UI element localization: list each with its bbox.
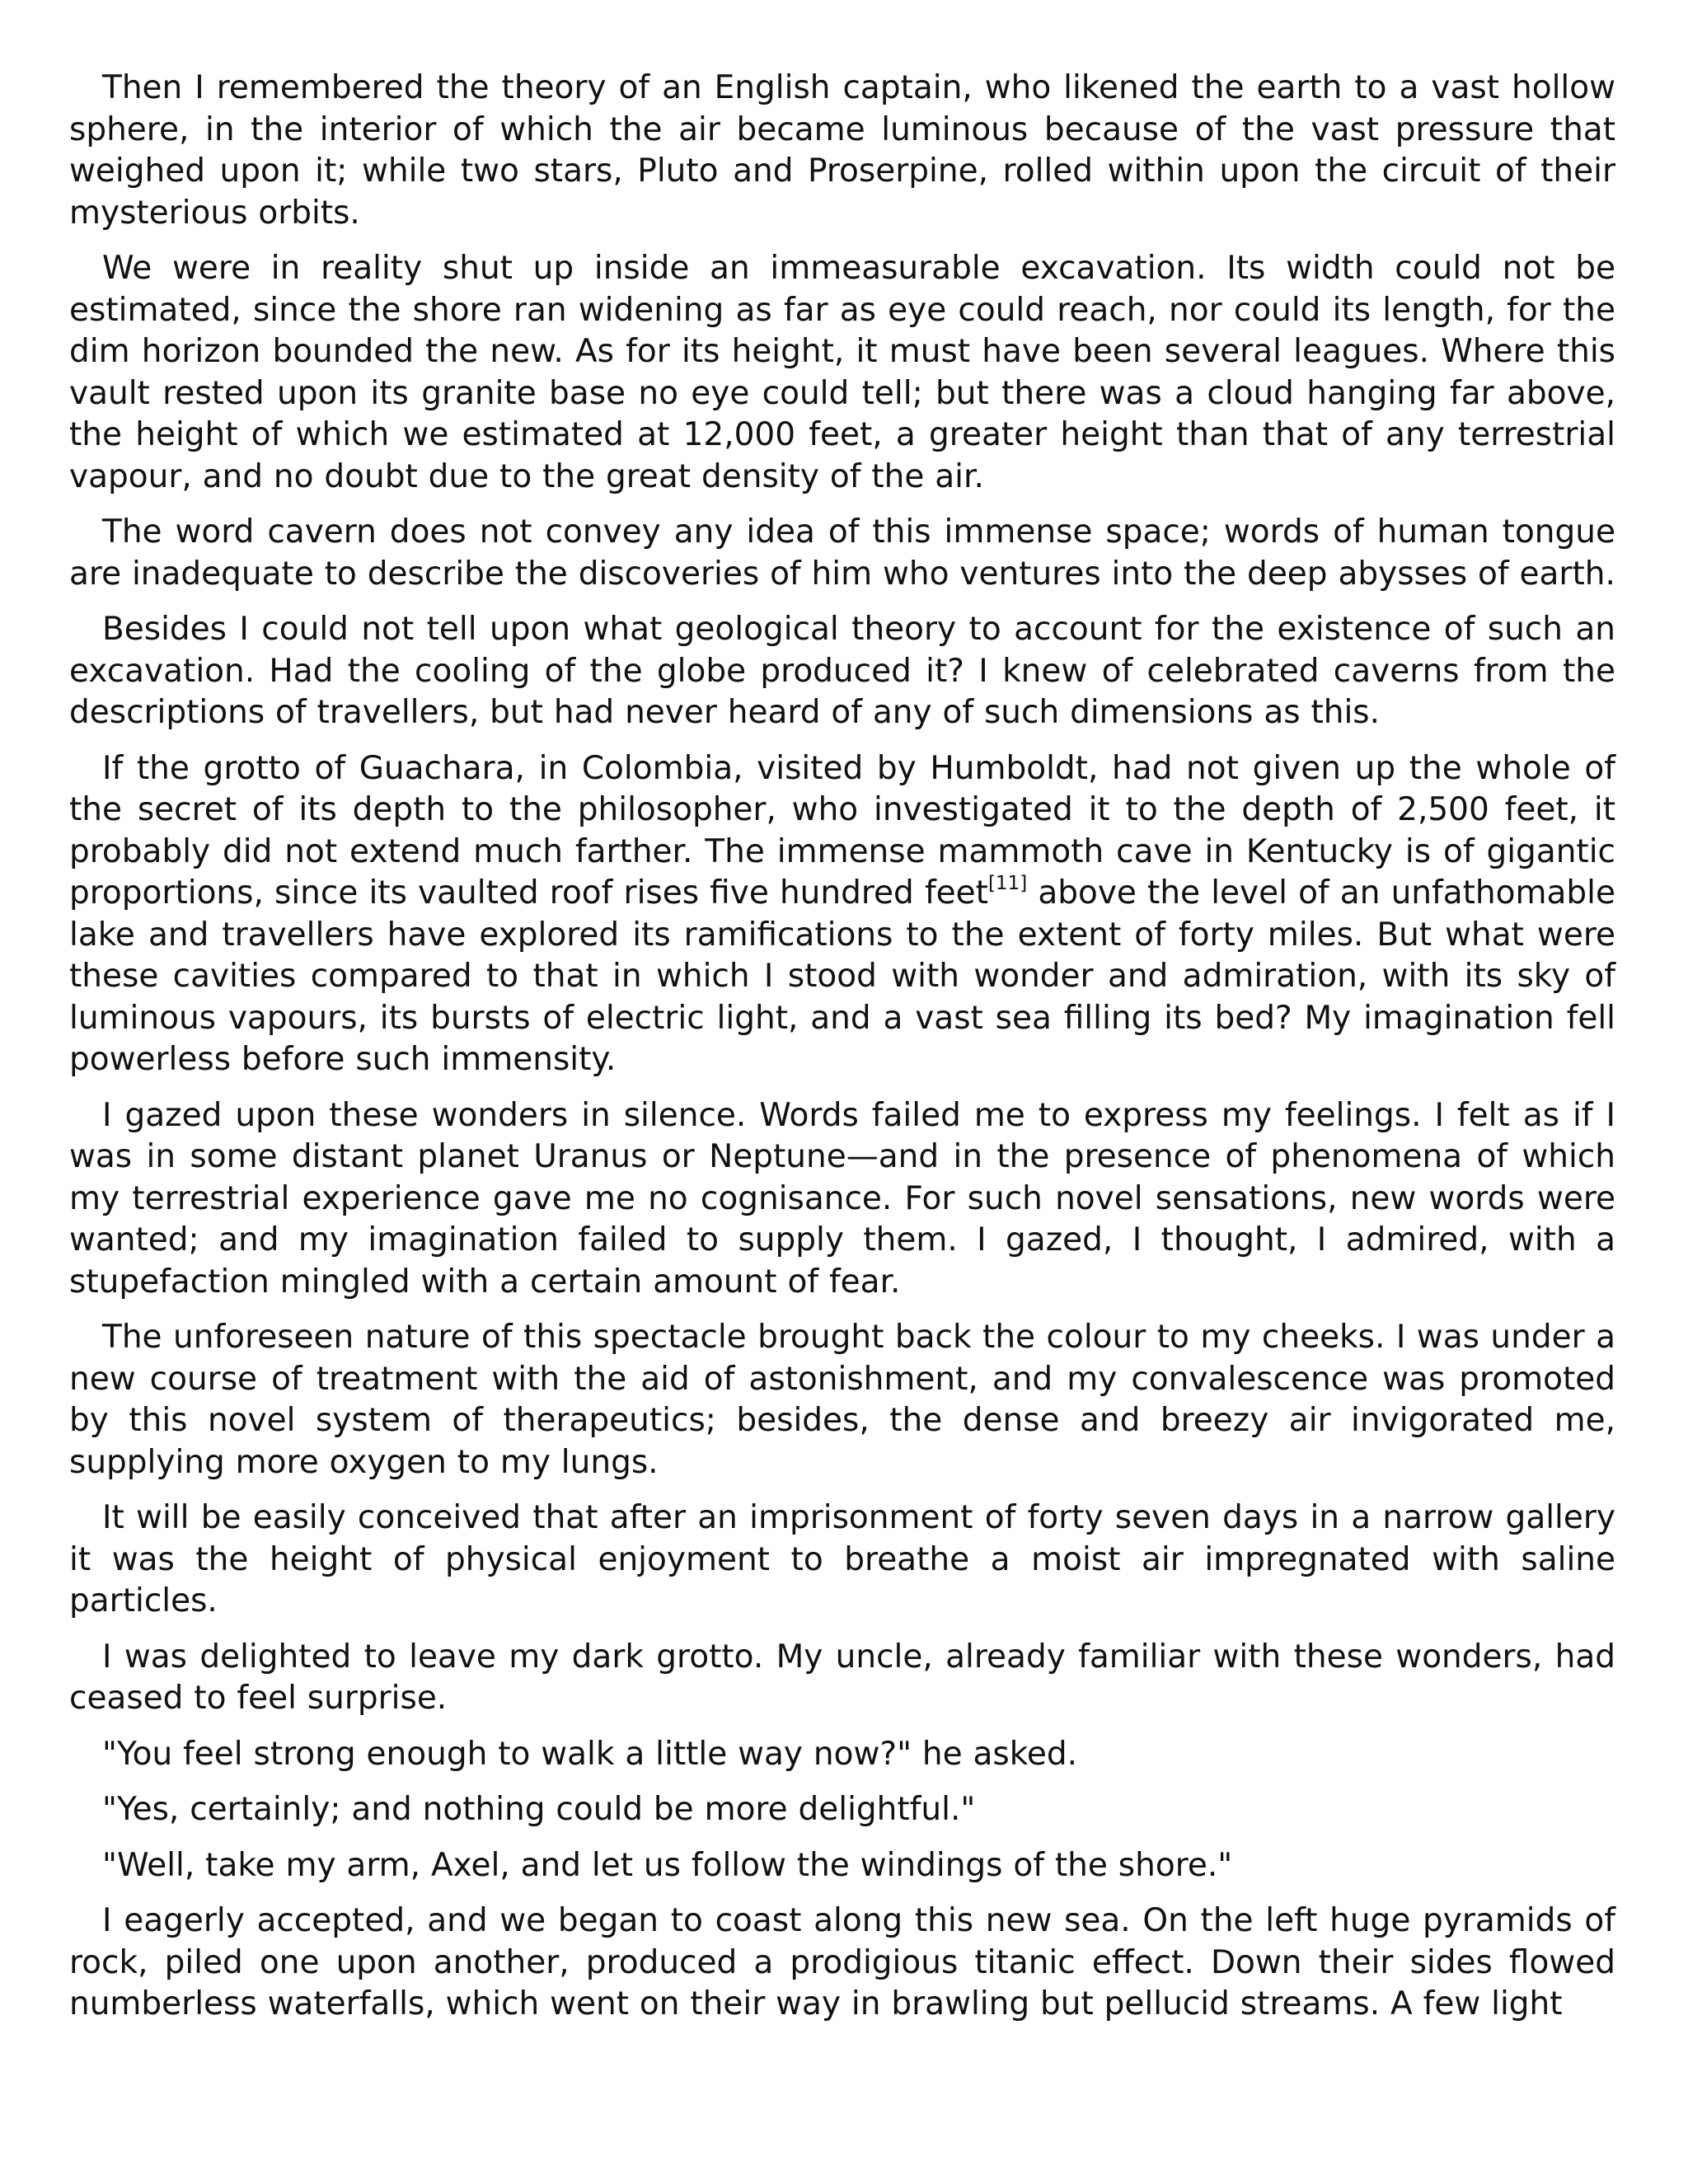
paragraph-imprisonment: It will be easily conceived that after an imprisonment of forty seven days in a narrow gallery it was the height of physical enjoyment to breathe a moist air impregnated with saline particles. xyxy=(69,1499,1615,1619)
paragraph-dark-grotto: I was delighted to leave my dark grotto. My uncle, already familiar with these wonders, had ceased to feel surprise. xyxy=(69,1638,1615,1717)
humboldt-text-after: above the level of an unfathomable lake and travellers have explored its ramifications to the extent of forty miles. But what were these cavities compared to that in which I stood with wonder and admiration, with its sky of luminous vapours, its bursts of electric light, and a vast sea filling its bed? My imagination fell powerless before such immensity. xyxy=(69,874,1615,1078)
paragraph-dialogue-arm: "Well, take my arm, Axel, and let us follow the windings of the shore." xyxy=(102,1846,1233,1884)
page-text xyxy=(69,68,1615,2040)
humboldt-text-before: If the grotto of Guachara, in Colombia, visited by Humboldt, had not given up the whole of the secret of its depth to the philosopher, who investigated it to the depth of 2,500 feet, it probably did not extend much farther. The immense mammoth cave in Kentucky is of gigantic proportions, since its vaulted roof rises five hundred feet xyxy=(69,749,1615,912)
paragraph-cavern-word: The word cavern does not convey any idea of this immense space; words of human tongue are inadequate to describe the discoveries of him who ventures into the deep abysses of earth. xyxy=(69,513,1615,593)
paragraph-silence: I gazed upon these wonders in silence. Words failed me to express my feelings. I felt as if I was in some distant planet Uranus or Neptune—and in the presence of phenomena of which my terrestrial experience gave me no cognisance. For such novel sensations, new words were wanted; and my imagination failed to supply them. I gazed, I thought, I admired, with a stupefaction mingled with a certain amount of fear. xyxy=(69,1096,1615,1301)
paragraph-excavation: We were in reality shut up inside an immeasurable excavation. Its width could not be estimated, since the shore ran widening as far as eye could reach, nor could its length, for the dim horizon bounded the new. As for its height, it must have been several leagues. Where this vault rested upon its granite base no eye could tell; but there was a cloud hanging far above, the height of which we estimated at 12,000 feet, a greater height than that of any terrestrial vapour, and no doubt due to the great density of the air. xyxy=(69,250,1615,495)
paragraph-dialogue-yes: "Yes, certainly; and nothing could be more delightful." xyxy=(102,1791,976,1828)
paragraph-spectacle: The unforeseen nature of this spectacle brought back the colour to my cheeks. I was under a new course of treatment with the aid of astonishment, and my convalescence was promoted by this novel system of therapeutics; besides, the dense and breezy air invigorated me, supplying more oxygen to my lungs. xyxy=(69,1319,1615,1481)
footnote-link[interactable]: [11] xyxy=(987,873,1028,894)
paragraph-hollow-earth: Then I remembered the theory of an English captain, who likened the earth to a vast hollow sphere, in the interior of which the air became luminous because of the vast pressure that weighed upon it; while two stars, Pluto and Proserpine, rolled within upon the circuit of their mysterious orbits. xyxy=(69,69,1615,232)
paragraph-humboldt xyxy=(69,748,1615,1081)
paragraph-geological-theory: Besides I could not tell upon what geological theory to account for the existence of such an excavation. Had the cooling of the globe produced it? I knew of celebrated caverns from the descriptions of travellers, but had never heard of any of such dimensions as this. xyxy=(69,611,1615,731)
paragraph-dialogue-strong: "You feel strong enough to walk a little way now?" he asked. xyxy=(102,1735,1078,1773)
paragraph-coast-sea: I eagerly accepted, and we began to coast along this new sea. On the left huge pyramids of rock, piled one upon another, produced a prodigious titanic effect. Down their sides flowed numberless waterfalls, which went on their way in brawling but pellucid streams. A few light xyxy=(69,1902,1615,2022)
